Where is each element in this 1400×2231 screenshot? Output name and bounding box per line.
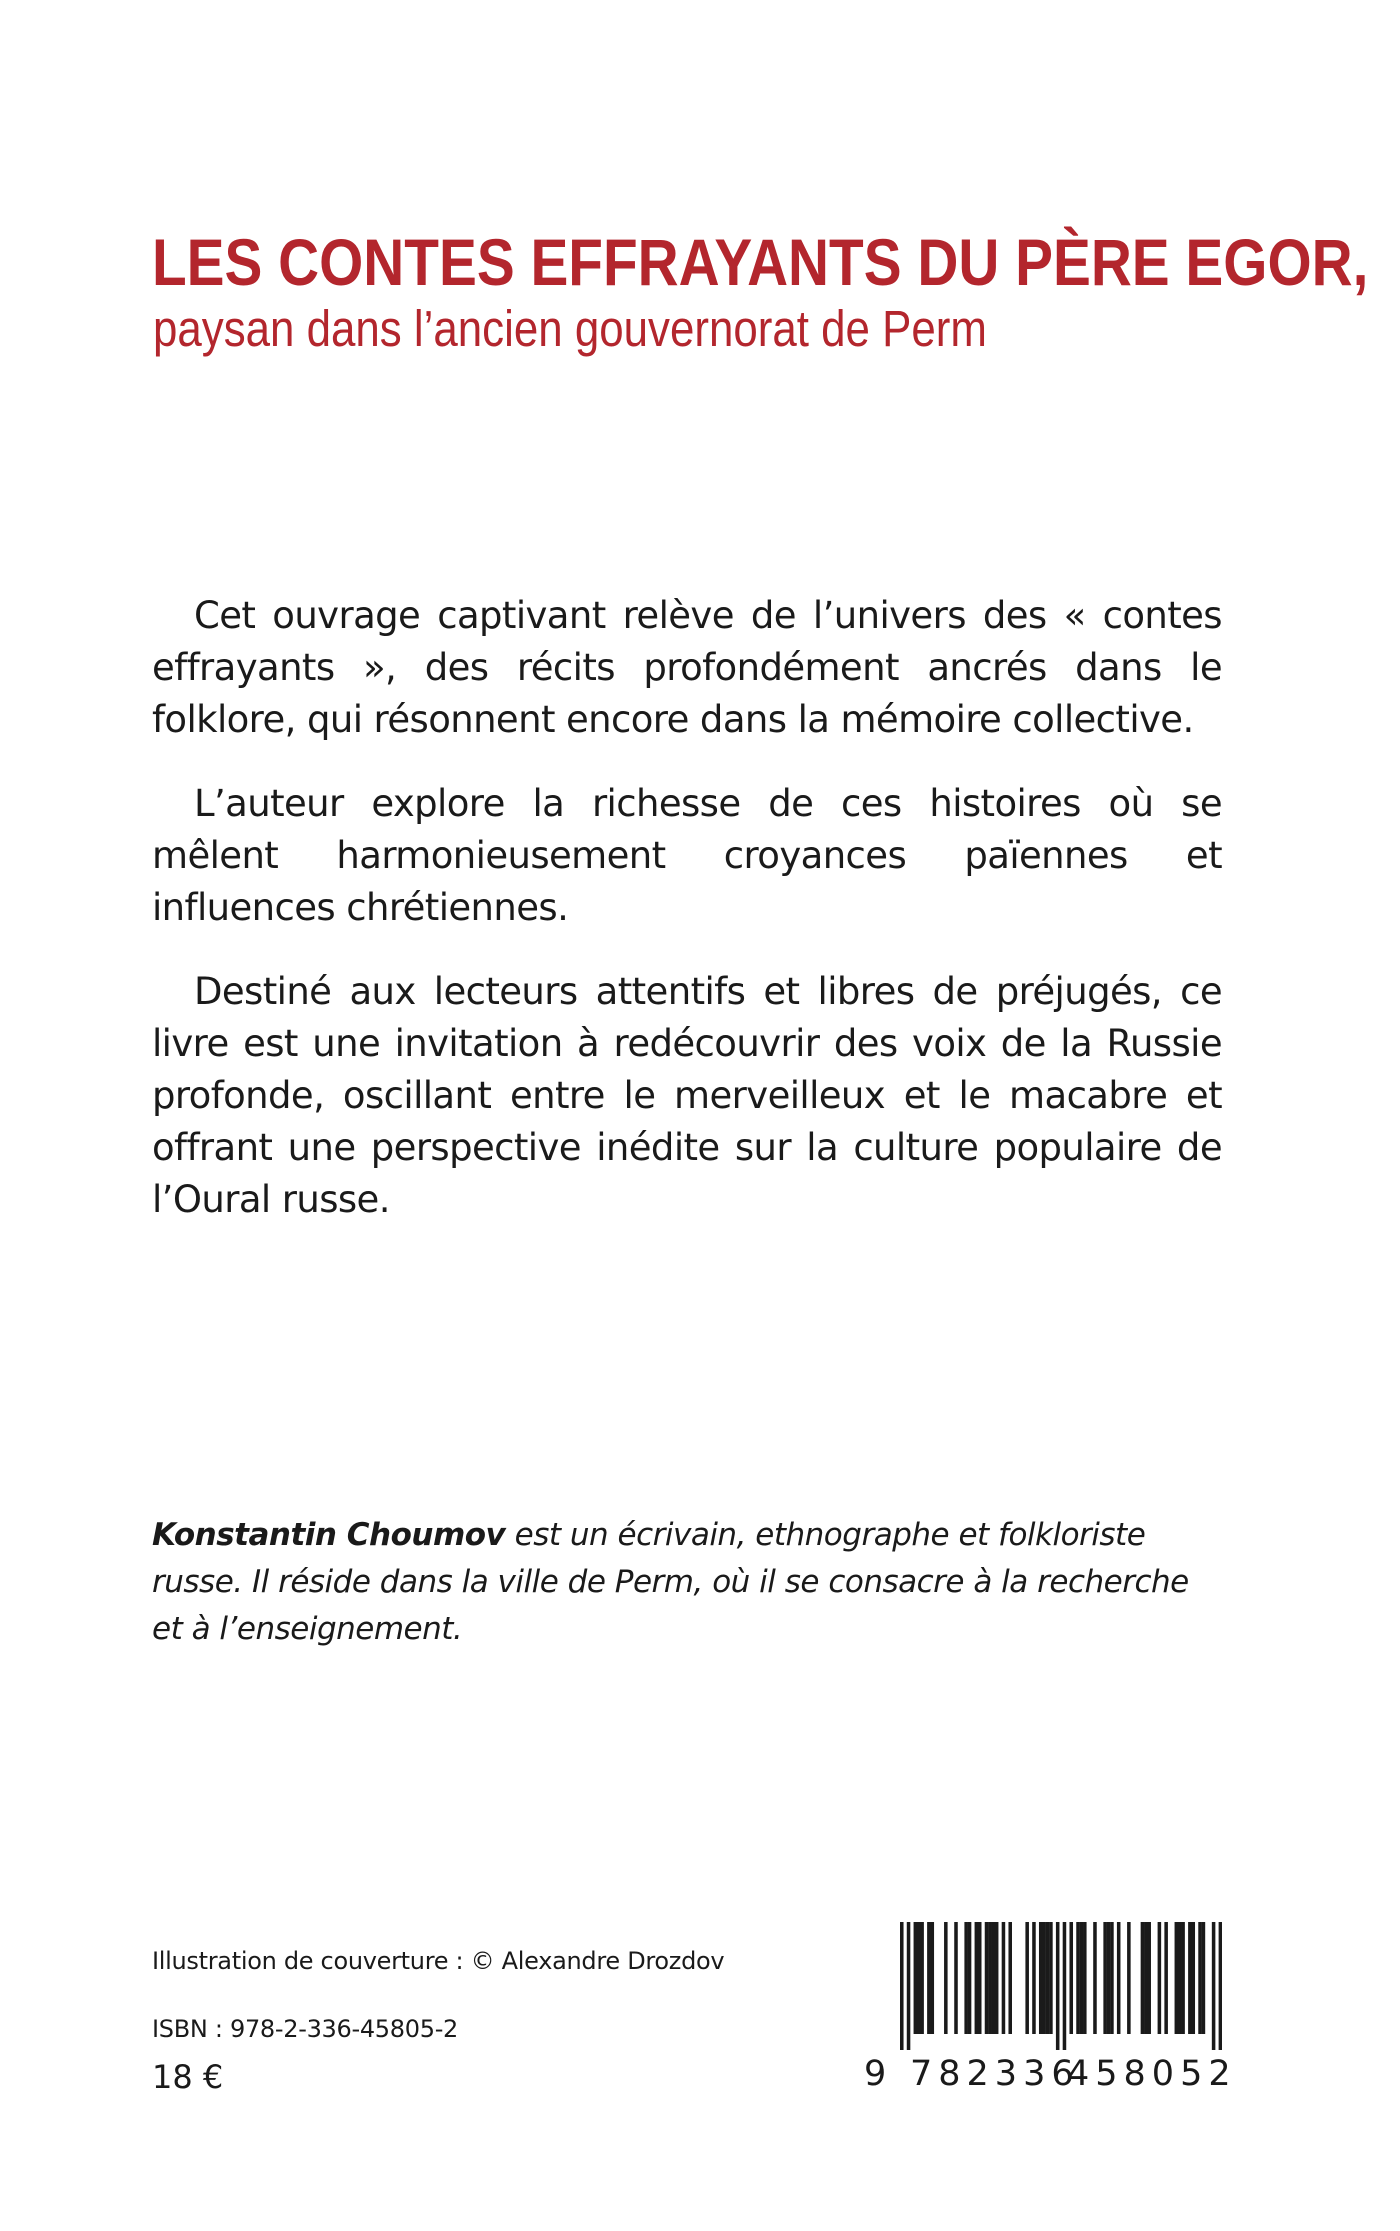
barcode-bars: [900, 1922, 1222, 2050]
barcode-bar: [914, 1922, 918, 2034]
author-name: Konstantin Choumov: [152, 1517, 506, 1553]
barcode-bar: [1002, 1922, 1006, 2034]
barcode-bar: [1049, 1922, 1053, 2034]
isbn: ISBN : 978-2-336-45805-2: [152, 2015, 459, 2043]
barcode-bar: [931, 1922, 935, 2034]
barcode-bar: [1212, 1922, 1216, 2050]
barcode-bar: [1127, 1922, 1131, 2034]
barcode-bar: [944, 1922, 948, 2034]
barcode-bar: [1181, 1922, 1185, 2034]
blurb-paragraph: L’auteur explore la richesse de ces histoires où se mêlent harmonieusement croyances païennes et influences chrétiennes.: [152, 782, 1222, 929]
barcode-bar: [1144, 1922, 1148, 2034]
barcode-bar: [927, 1922, 931, 2034]
barcode-digits: [860, 2054, 1237, 2094]
barcode-bar: [1158, 1922, 1162, 2034]
barcode-bar: [1008, 1922, 1012, 2034]
barcode-bar: [1147, 1922, 1151, 2034]
barcode-bar: [988, 1922, 992, 2034]
barcode-bar: [1042, 1922, 1046, 2034]
book-subtitle: paysan dans l’ancien gouvernorat de Perm: [153, 300, 987, 357]
barcode-bar: [992, 1922, 996, 2034]
author-bio-text: est un écrivain, ethnographe et folkloriste russe. Il réside dans la ville de Perm, où il se consacre à la recherche et à l’enseignement.: [152, 1517, 1189, 1647]
barcode-bar: [920, 1922, 924, 2034]
barcode-bar: [1202, 1922, 1206, 2034]
barcode-right-group: 458052: [1067, 2054, 1237, 2094]
barcode-bar: [1117, 1922, 1121, 2034]
barcode-bar: [975, 1922, 979, 2034]
barcode-bar: [954, 1922, 958, 2034]
barcode-bar: [964, 1922, 968, 2034]
barcode-bar: [1083, 1922, 1087, 2034]
barcode-bar: [1141, 1922, 1145, 2034]
barcode-bar: [1191, 1922, 1195, 2034]
barcode-bar: [1025, 1922, 1029, 2034]
barcode-bar: [985, 1922, 989, 2034]
cover-illustration-credit: Illustration de couverture : © Alexandre Drozdov: [152, 1947, 725, 1975]
barcode-bar: [1103, 1922, 1107, 2034]
barcode-bar: [1175, 1922, 1179, 2034]
barcode-bar: [1198, 1922, 1202, 2034]
barcode-bar: [1069, 1922, 1073, 2034]
price: 18 €: [152, 2058, 224, 2096]
blurb-paragraph: Destiné aux lecteurs attentifs et libres de préjugés, ce livre est une invitation à redécouvrir des voix de la Russie profonde, oscillant entre le merveilleux et le macabre et offrant une perspective inédite sur la culture populaire de l’Oural russe.: [152, 970, 1222, 1221]
barcode-bar: [1046, 1922, 1050, 2034]
barcode-bar: [1063, 1922, 1067, 2050]
book-title: LES CONTES EFFRAYANTS DU PÈRE EGOR,: [152, 225, 1369, 299]
barcode-bar: [1080, 1922, 1084, 2034]
barcode-bar: [1032, 1922, 1036, 2034]
barcode-bar: [1107, 1922, 1111, 2034]
barcode-bar: [1178, 1922, 1182, 2034]
barcode-bar: [1188, 1922, 1192, 2034]
barcode-bar: [900, 1922, 904, 2050]
barcode-bar: [978, 1922, 982, 2034]
author-bio: [152, 1512, 1224, 1653]
barcode-lead-digit: 9: [864, 2054, 887, 2094]
barcode-bar: [995, 1922, 999, 2034]
isbn-barcode: [860, 1922, 1237, 2102]
barcode-bar: [1110, 1922, 1114, 2034]
barcode-bar: [1056, 1922, 1060, 2050]
barcode-bar: [1164, 1922, 1168, 2034]
back-cover-blurb: [152, 590, 1222, 1258]
barcode-bar: [1219, 1922, 1222, 2050]
blurb-paragraph: Cet ouvrage captivant relève de l’univers des « contes effrayants », des récits profondément ancrés dans le folklore, qui résonnent encore dans la mémoire collective.: [152, 594, 1222, 741]
barcode-bar: [917, 1922, 921, 2034]
barcode-bar: [968, 1922, 972, 2034]
barcode-bar: [1039, 1922, 1043, 2034]
barcode-bar: [1076, 1922, 1080, 2034]
barcode-bar: [907, 1922, 911, 2050]
barcode-left-group: 782336: [910, 2054, 1080, 2094]
barcode-bar: [1093, 1922, 1097, 2034]
